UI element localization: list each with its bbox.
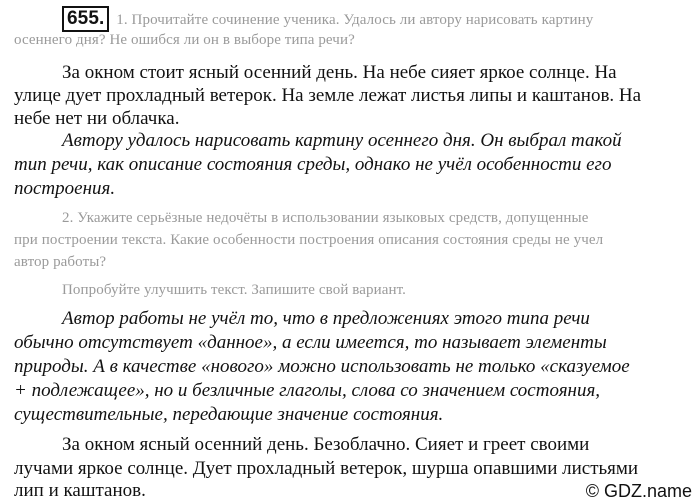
watermark: © GDZ.name xyxy=(585,481,692,501)
task1-header xyxy=(62,6,593,32)
improved-line3: лип и каштанов. xyxy=(14,480,146,501)
answer2-line1: Автор работы не учёл то, что в предложениях этого типа речи xyxy=(62,308,590,329)
essay-line1: За окном стоит ясный осенний день. На небе сияет яркое солнце. На xyxy=(62,62,617,83)
exercise-number: 655. xyxy=(62,6,109,32)
task1-text-line2: осеннего дня? Не ошибся ли он в выборе типа речи? xyxy=(14,32,355,48)
improved-line1: За окном ясный осенний день. Безоблачно. Сияет и греет своими xyxy=(62,434,590,455)
improved-line2: лучами яркое солнце. Дует прохладный ветерок, шурша опавшими листьями xyxy=(14,458,639,479)
answer1-line3: построения. xyxy=(14,178,116,199)
answer2-line3: природы. А в качестве «нового» можно использовать не только «сказуемое xyxy=(14,356,630,377)
answer2-line4: + подлежащее», но и безличные глаголы, слова со значением состояния, xyxy=(14,380,601,401)
essay-line2: улице дует прохладный ветерок. На земле лежат листья липы и каштанов. На xyxy=(14,85,642,106)
task3-line1: Попробуйте улучшить текст. Запишите свой вариант. xyxy=(62,282,407,298)
answer1-line2: тип речи, как описание состояния среды, однако не учёл особенности его xyxy=(14,154,612,175)
answer2-line5: существительные, передающие значение состояния. xyxy=(14,404,444,425)
task2-line3: автор работы? xyxy=(14,254,107,270)
essay-line3: небе нет ни облачка. xyxy=(14,108,180,129)
task2-line2: при построении текста. Какие особенности построения описания состояния среды не учел xyxy=(14,232,604,248)
task2-line1: 2. Укажите серьёзные недочёты в использовании языковых средств, допущенные xyxy=(62,210,589,226)
task1-text-line1: 1. Прочитайте сочинение ученика. Удалось ли автору нарисовать картину xyxy=(116,12,594,28)
answer2-line2: обычно отсутствует «данное», а если имеется, то называет элементы xyxy=(14,332,607,353)
answer1-line1: Автору удалось нарисовать картину осеннего дня. Он выбрал такой xyxy=(62,130,622,151)
